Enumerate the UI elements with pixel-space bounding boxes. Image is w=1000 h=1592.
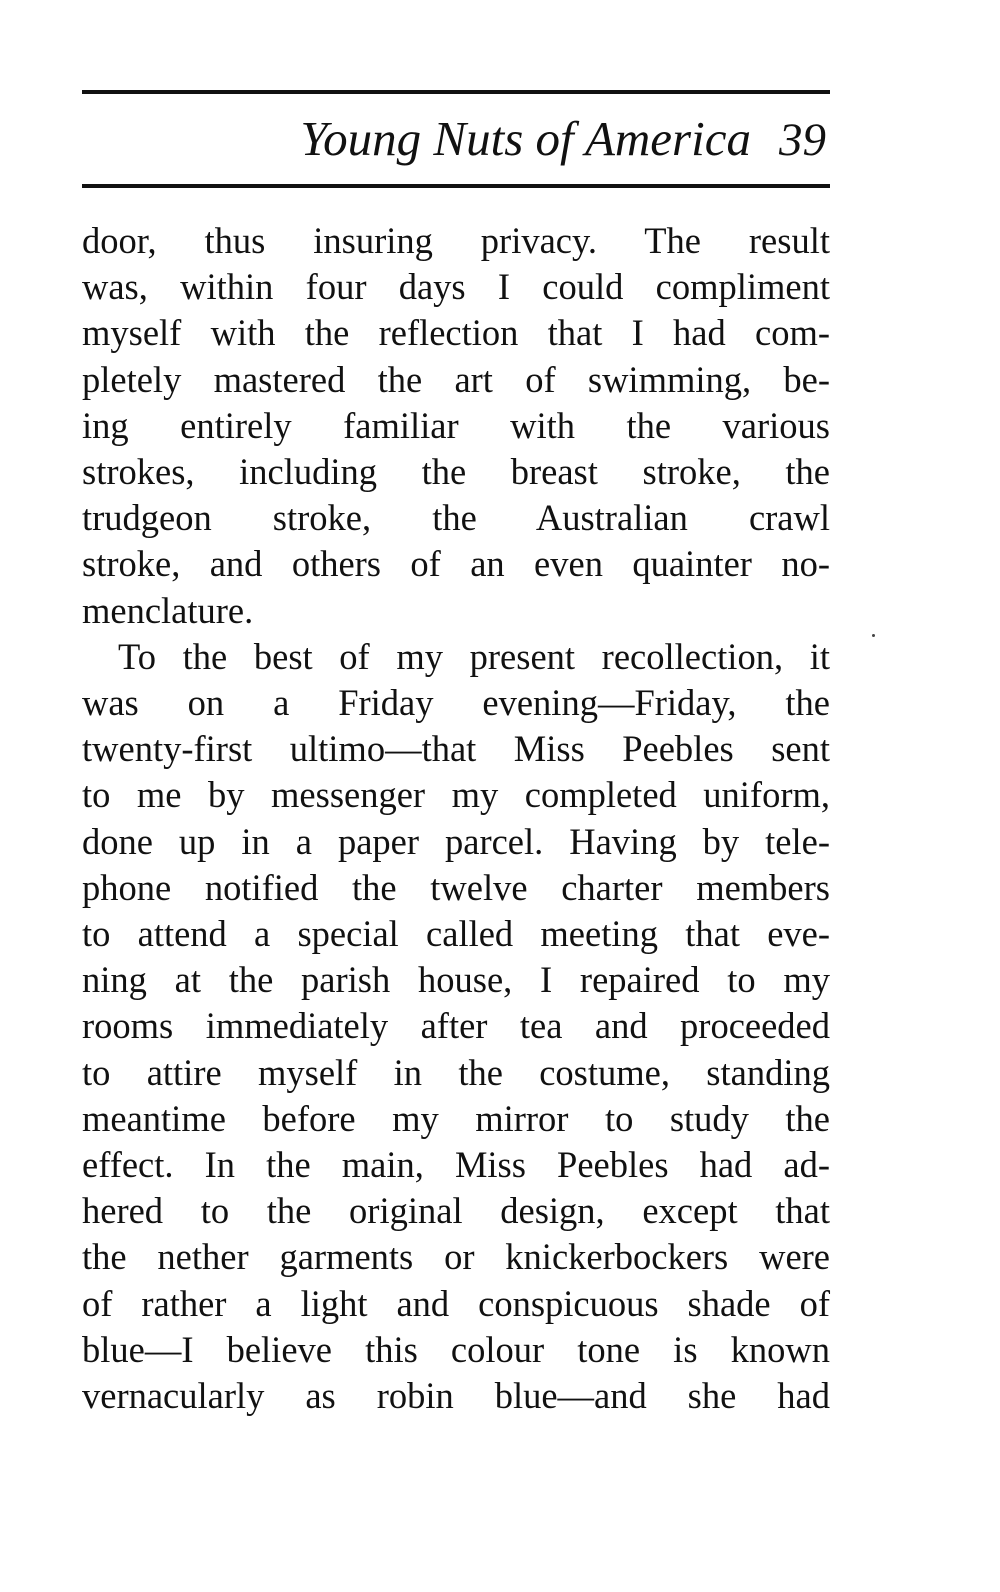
running-head-title: Young Nuts of America	[300, 111, 751, 166]
text-line: ning at the parish house, I repaired to my	[82, 959, 830, 1001]
text-line: to attend a special called meeting that eve-	[82, 913, 830, 955]
text-line: phone notified the twelve charter members	[82, 866, 830, 908]
text-line: twenty-first ultimo—that Miss Peebles sent	[82, 728, 830, 770]
paragraph-2	[82, 634, 830, 1419]
text-line: was on a Friday evening—Friday, the	[82, 682, 830, 724]
body-text	[82, 218, 830, 1419]
text-line: pletely mastered the art of swimming, be-	[82, 358, 830, 400]
running-head	[82, 94, 830, 184]
text-line: To the best of my present recollection, it	[118, 635, 830, 677]
print-speck	[872, 634, 875, 637]
text-line: the nether garments or knickerbockers were	[82, 1236, 830, 1278]
text-line: trudgeon stroke, the Australian crawl	[82, 497, 830, 539]
text-line: vernacularly as robin blue—and she had	[82, 1375, 830, 1417]
page-number: 39	[779, 114, 826, 166]
text-line: done up in a paper parcel. Having by tele-	[82, 820, 830, 862]
text-line: effect. In the main, Miss Peebles had ad-	[82, 1144, 830, 1186]
text-line: menclature.	[82, 589, 254, 631]
text-line: hered to the original design, except that	[82, 1190, 830, 1232]
header-bottom-rule	[82, 184, 830, 188]
book-page	[82, 90, 830, 1419]
text-line: to me by messenger my completed uniform,	[82, 774, 830, 816]
text-line: meantime before my mirror to study the	[82, 1097, 830, 1139]
text-line: door, thus insuring privacy. The result	[82, 220, 830, 261]
text-line: of rather a light and conspicuous shade of	[82, 1282, 830, 1324]
text-line: myself with the reflection that I had com-	[82, 312, 830, 354]
text-line: stroke, and others of an even quainter no-	[82, 543, 830, 585]
text-line: ing entirely familiar with the various	[82, 404, 830, 446]
text-line: strokes, including the breast stroke, the	[82, 451, 830, 493]
text-line: rooms immediately after tea and proceeded	[82, 1005, 830, 1047]
text-line: blue—I believe this colour tone is known	[82, 1328, 830, 1370]
text-line: was, within four days I could compliment	[82, 266, 830, 308]
paragraph-1	[82, 218, 830, 634]
text-line: to attire myself in the costume, standing	[82, 1051, 830, 1093]
